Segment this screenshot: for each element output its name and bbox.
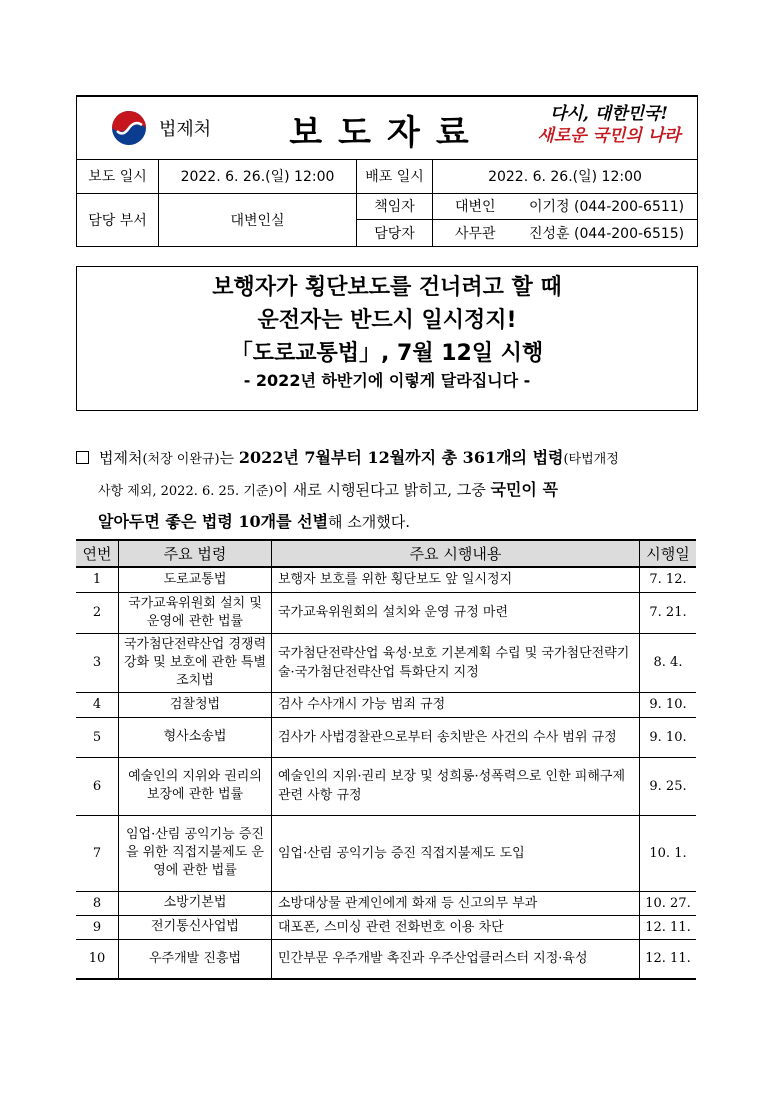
row-date: 8. 4. [640, 633, 697, 692]
staff-row [357, 219, 697, 246]
headline-line1: 보행자가 횡단보도를 건너려고 할 때 [212, 275, 562, 300]
table-row [76, 891, 696, 915]
row-no: 10 [76, 939, 119, 979]
dept-name: 대변인실 [159, 193, 357, 246]
table-row [76, 717, 696, 757]
row-content: 대포폰, 스미싱 관련 전화번호 이용 차단 [272, 915, 640, 939]
press-release-header [76, 95, 698, 247]
slogan-line2: 새로운 국민의 나라 [537, 126, 681, 146]
org-name: 법제처 [159, 119, 212, 140]
page-title: 보도자료 [289, 113, 485, 153]
col-header-law: 주요 법령 [119, 540, 272, 567]
resp-title: 대변인 [455, 199, 496, 215]
row-date: 12. 11. [640, 915, 697, 939]
row-content: 검사 수사개시 가능 범죄 규정 [272, 692, 640, 717]
report-date: 2022. 6. 26.(일) 12:00 [159, 159, 357, 193]
release-date: 2022. 6. 26.(일) 12:00 [488, 169, 642, 185]
staff-label: 담당자 [357, 219, 433, 246]
row-content: 보행자 보호를 위한 횡단보도 앞 일시정지 [272, 567, 640, 592]
row-law: 우주개발 진흥법 [119, 939, 272, 979]
intro-highlight-count: 2022년 7월부터 12월까지 총 361개의 법령 [238, 448, 564, 467]
row-law: 국가교육위원회 설치 및 운영에 관한 법률 [119, 592, 272, 633]
header-banner [77, 97, 697, 160]
col-header-date: 시행일 [640, 540, 697, 567]
table-row [76, 592, 696, 633]
row-no: 1 [76, 567, 119, 592]
row-date: 12. 11. [640, 939, 697, 979]
department-row [77, 193, 697, 246]
row-date: 7. 12. [640, 567, 697, 592]
row-no: 7 [76, 815, 119, 891]
row-no: 9 [76, 915, 119, 939]
row-law: 도로교통법 [119, 567, 272, 592]
row-law: 소방기본법 [119, 891, 272, 915]
checkbox-bullet-icon [76, 451, 89, 464]
staff-name: 진성훈 (044-200-6515) [529, 225, 685, 242]
intro-highlight-citizens: 국민이 꼭 [490, 480, 558, 499]
row-content: 소방대상물 관계인에게 화재 등 신고의무 부과 [272, 891, 640, 915]
table-header-row [76, 540, 696, 567]
row-date: 10. 1. [640, 815, 697, 891]
table-row [76, 757, 696, 815]
table-row [76, 633, 696, 692]
release-date-label: 배포 일시 [357, 159, 433, 193]
row-date: 9. 25. [640, 757, 697, 815]
headline-subtitle: - 2022년 하반기에 이렇게 달라집니다 - [243, 371, 531, 390]
row-date: 7. 21. [640, 592, 697, 633]
row-content: 국가첨단전략산업 육성·보호 기본계획 수립 및 국가첨단전략기술·국가첨단전략산업 특화단지 지정 [272, 633, 640, 692]
row-no: 6 [76, 757, 119, 815]
intro-highlight-ten: 알아두면 좋은 법령 10개를 선별 [98, 512, 329, 531]
row-no: 8 [76, 891, 119, 915]
slogan-line1: 다시, 대한민국! [550, 104, 668, 124]
table-row [76, 915, 696, 939]
row-no: 3 [76, 633, 119, 692]
date-row [77, 159, 697, 194]
col-header-no: 연번 [76, 540, 119, 567]
row-law: 예술인의 지위와 권리의 보장에 관한 법률 [119, 757, 272, 815]
table-row [76, 939, 696, 979]
headline-box [76, 266, 698, 411]
row-law: 전기통신사업법 [119, 915, 272, 939]
row-no: 4 [76, 692, 119, 717]
intro-paragraph [76, 443, 698, 537]
laws-table [76, 539, 696, 980]
headline-line3: 「도로교통법」, 7월 12일 시행 [230, 341, 544, 366]
headline-line2: 운전자는 반드시 일시정지! [257, 308, 517, 333]
table-row [76, 567, 696, 592]
intro-note-end: 사항 제외, 2022. 6. 25. 기준) [98, 484, 274, 499]
intro-org: 법제처 [99, 449, 143, 467]
intro-chief: (처장 이완규) [142, 452, 220, 467]
row-law: 국가첨단전략산업 경쟁력 강화 및 보호에 관한 특별조치법 [119, 633, 272, 692]
report-date-label: 보도 일시 [77, 159, 159, 193]
row-law: 형사소송법 [119, 717, 272, 757]
row-law: 임업·산림 공익기능 증진을 위한 직접지불제도 운영에 관한 법률 [119, 815, 272, 891]
intro-text-end: 해 소개했다. [328, 513, 411, 531]
intro-text-mid: 이 새로 시행된다고 밝히고, 그중 [273, 481, 491, 499]
row-no: 5 [76, 717, 119, 757]
slogan [529, 103, 689, 147]
resp-name: 이기정 (044-200-6511) [529, 199, 685, 215]
row-law: 검찰청법 [119, 692, 272, 717]
table-row [76, 692, 696, 717]
responsible-row [357, 193, 697, 220]
row-content: 예술인의 지위·권리 보장 및 성희롱·성폭력으로 인한 피해구제 관련 사항 규정 [272, 757, 640, 815]
row-content: 민간부문 우주개발 촉진과 우주산업클러스터 지정·육성 [272, 939, 640, 979]
intro-particle: 는 [219, 449, 239, 467]
table-row [76, 815, 696, 891]
row-content: 임업·산림 공익기능 증진 직접지불제도 도입 [272, 815, 640, 891]
staff-title: 사무관 [455, 225, 496, 242]
row-date: 9. 10. [640, 692, 697, 717]
col-header-content: 주요 시행내용 [272, 540, 640, 567]
resp-label: 책임자 [357, 193, 433, 219]
row-content: 검사가 사법경찰관으로부터 송치받은 사건의 수사 범위 규정 [272, 717, 640, 757]
row-date: 9. 10. [640, 717, 697, 757]
row-content: 국가교육위원회의 설치와 운영 규정 마련 [272, 592, 640, 633]
intro-note-start: (타법개정 [563, 452, 619, 467]
dept-label: 담당 부서 [77, 193, 159, 246]
row-date: 10. 27. [640, 891, 697, 915]
row-no: 2 [76, 592, 119, 633]
